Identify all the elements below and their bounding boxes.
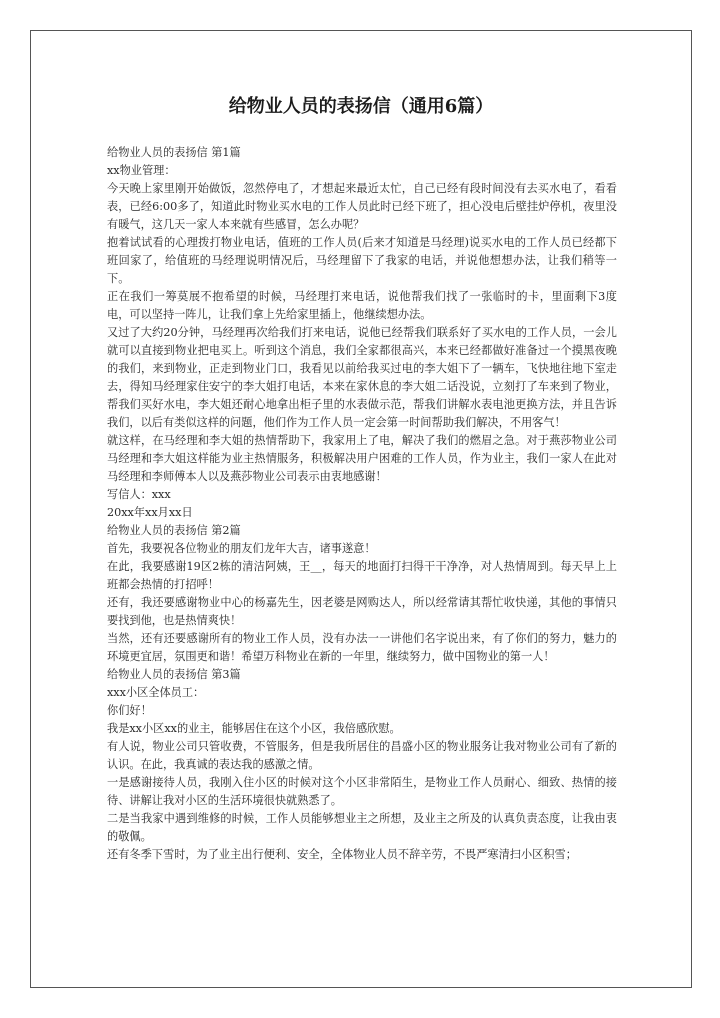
- signature-line: 写信人：xxx: [107, 488, 171, 501]
- section-heading-2: 给物业人员的表扬信 第2篇: [107, 524, 241, 537]
- paragraph: 当然，还有还要感谢所有的物业工作人员，没有办法一一讲他们名字说出来，有了你们的努力，魅力的环境更宜居，氛围更和谐！希望万科物业在新的一年里，继续努力，做中国物业的第一人！: [107, 632, 617, 663]
- section-heading-3: 给物业人员的表扬信 第3篇: [107, 668, 241, 681]
- paragraph: 有人说，物业公司只管收费，不管服务，但是我所居住的昌盛小区的物业服务让我对物业公司有了新的认识。在此，我真诚的表达我的感激之情。: [107, 740, 617, 771]
- paragraph: 正在我们一筹莫展不抱希望的时候，马经理打来电话，说他帮我们找了一张临时的卡，里面剩下3度电，可以坚持一阵儿，让我们拿上先给家里插上，他继续想办法。: [107, 290, 617, 321]
- paragraph: 又过了大约20分钟，马经理再次给我们打来电话，说他已经帮我们联系好了买水电的工作人员，一会儿就可以直接到物业把电买上。听到这个消息，我们全家都很高兴，本来已经都做好准备过一个摸黑夜晚的我们，来到物业，正走到物业门口，我看见以前给我买过电的李大姐下了一辆车，飞快地往地下室走去，得知马经理家住安宁的李大姐打电话，本来在家休息的李大姐二话没说，立刻打了车来到了物业，帮我们买好水电，李大姐还耐心地拿出柜子里的水表做示范，帮我们讲解水表电池更换方法，并且告诉我们，以后有类似这样的问题，他们作为工作人员一定会第一时间帮助我们解决，不用客气！: [107, 326, 617, 429]
- document-title: 给物业人员的表扬信（通用6篇）: [228, 96, 494, 117]
- salutation: xx物业管理：: [107, 164, 176, 177]
- paragraph: 还有，我还要感谢物业中心的杨嘉先生，因老婆是网购达人，所以经常请其帮忙收快递，其他的事情只要找到他，也是热情爽快！: [107, 596, 617, 627]
- paragraph: 今天晚上家里刚开始做饭，忽然停电了，才想起来最近太忙，自己已经有段时间没有去买水电了，看看表，已经6:00多了，知道此时物业买水电的工作人员此时已经下班了，担心没电后壁挂炉停机，夜里没有暖气，这几天一家人本来就有些感冒，怎么办呢？: [107, 182, 617, 231]
- paragraph: 就这样，在马经理和李大姐的热情帮助下，我家用上了电，解决了我们的燃眉之急。对于燕莎物业公司马经理和李大姐这样能为业主热情服务，积极解决用户困难的工作人员，作为业主，我们一家人在此对马经理和李师傅本人以及燕莎物业公司表示由衷地感谢！: [107, 434, 617, 483]
- section-heading-1: 给物业人员的表扬信 第1篇: [107, 146, 241, 159]
- paragraph: 还有冬季下雪时，为了业主出行便利、安全，全体物业人员不辞辛劳，不畏严寒清扫小区积雪；: [107, 848, 577, 861]
- paragraph: 抱着试试看的心理拨打物业电话，值班的工作人员(后来才知道是马经理)说买水电的工作人员已经都下班回家了，给值班的马经理说明情况后，马经理留下了我家的电话，并说他想想办法，让我们稍等一下。: [107, 236, 617, 285]
- paragraph: 首先，我要祝各位物业的朋友们龙年大吉，诸事遂意！: [107, 542, 376, 555]
- paragraph: 二是当我家中遇到维修的时候，工作人员能够想业主之所想，及业主之所及的认真负责态度，让我由衷的敬佩。: [107, 812, 617, 843]
- date-line: 20xx年xx月xx日: [107, 506, 193, 519]
- paragraph: 在此，我要感谢19区2栋的清洁阿姨，王__，每天的地面打扫得干干净净，对人热情周到。每天早上上班都会热情的打招呼！: [107, 560, 617, 591]
- salutation: xxx小区全体员工：: [107, 686, 205, 699]
- document-body: [107, 144, 617, 864]
- greeting: 你们好！: [107, 704, 152, 717]
- paragraph: 一是感谢接待人员，我刚入住小区的时候对这个小区非常陌生，是物业工作人员耐心、细致、热情的接待、讲解让我对小区的生活环境很快就熟悉了。: [107, 776, 617, 807]
- paragraph: 我是xx小区xx的业主，能够居住在这个小区，我倍感欣慰。: [107, 722, 401, 735]
